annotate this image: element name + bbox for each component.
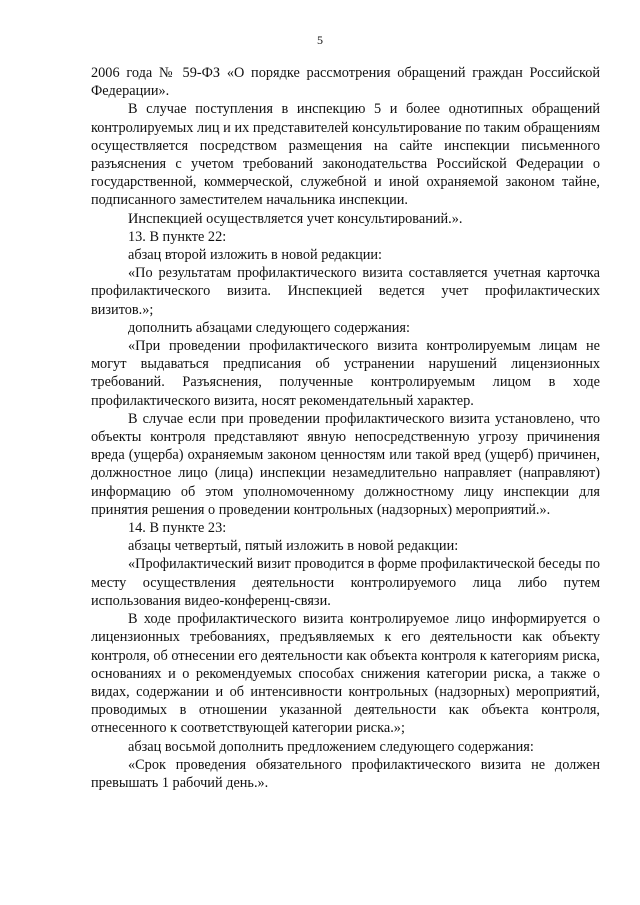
paragraph-item-14-heading: 14. В пункте 23: [128,520,227,537]
paragraph-item-13-heading: 13. В пункте 22: [128,228,227,245]
paragraph-visit-duration: «Срок проведения обязательного профилактического визита не должен превышать 1 рабочий день.». [91,756,600,791]
paragraph-visit-record-card: «По результатам профилактического визита составляется учетная карточка профилактического визита. Инспекцией ведется учет профилактических визитов.»; [91,265,600,318]
paragraph-threat-detected: В случае если при проведении профилактического визита установлено, что объекты контроля представляют явную непосредственную угрозу причинения вреда (ущерба) охраняемым законом ценностям или такой вред (ущерб) причинен, должностное лицо (лица) инспекции незамедлительно направляет (направляют) информацию об этом уполномоченному должностному лицу инспекции для принятия решения о проведении контрольных (надзорных) мероприятий.». [91,410,600,518]
paragraph-instruction-second-para: абзац второй изложить в новой редакции: [128,247,383,264]
paragraph-consultation-record: Инспекцией осуществляется учет консультирований.». [128,210,463,227]
page-number: 5 [317,33,323,47]
paragraph-no-prescriptions: «При проведении профилактического визита контролируемым лицам не могут выдаваться предписания об устранении нарушений лицензионных требований. Разъяснения, полученные контролируемым лицом в ходе профилактического визита, носят рекомендательный характер. [91,338,600,409]
paragraph-instruction-add-paras: дополнить абзацами следующего содержания: [128,319,410,336]
paragraph-law-reference-continuation: 2006 года № 59-ФЗ «О порядке рассмотрения обращений граждан Российской Федерации». [91,65,600,100]
document-body [91,64,600,792]
paragraph-instruction-eighth: абзац восьмой дополнить предложением следующего содержания: [128,738,534,755]
paragraph-instruction-fourth-fifth: абзацы четвертый, пятый изложить в новой редакции: [128,538,459,555]
paragraph-bulk-appeals: В случае поступления в инспекцию 5 и более однотипных обращений контролируемых лиц и их представителей консультирование по таким обращениям осуществляется посредством размещения на сайте инспекции письменного разъяснения с учетом требований законодательства Российской Федерации о государственной, коммерческой, служебной и иной охраняемой законом тайне, подписанного заместителем начальника инспекции. [91,101,600,209]
paragraph-visit-information: В ходе профилактического визита контролируемое лицо информируется о лицензионных требованиях, предъявляемых к его деятельности как объекту контроля, об отнесении его деятельности как объекта контроля к категориям риска, основаниях и о рекомендуемых способах снижения категории риска, а также о видах, содержании и об интенсивности контрольных (надзорных) мероприятий, проводимых в отношении указанной деятельности как объекта контроля, отнесенного к соответствующей категории риска.»; [91,611,600,737]
paragraph-visit-form: «Профилактический визит проводится в форме профилактической беседы по месту осуществления деятельности контролируемого лица либо путем использования видео-конференц-связи. [91,556,600,609]
